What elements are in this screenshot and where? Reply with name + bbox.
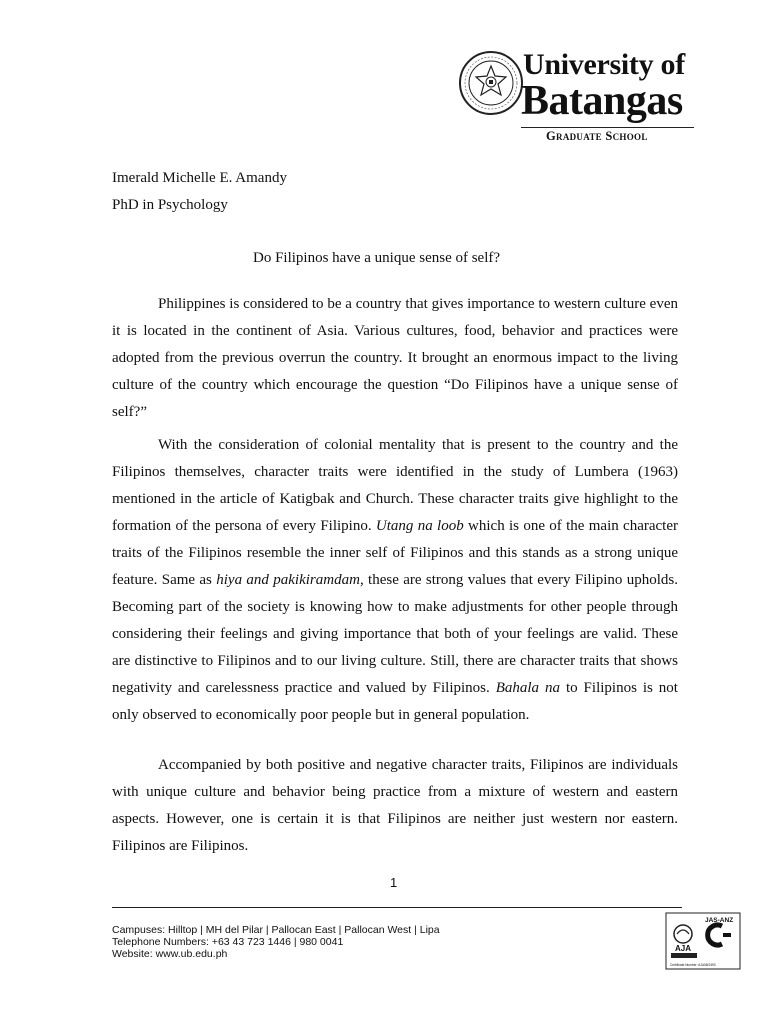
svg-text:AJA: AJA <box>675 944 692 953</box>
paragraph-2-italic-bahala: Bahala na <box>495 680 560 696</box>
paragraph-2-text-d: to Filipinos is not only observed to economically poor people but in general population. <box>112 680 678 723</box>
paragraph-3-text: Accompanied by both positive and negative character traits, Filipinos are individuals with unique culture and behavior being practice from a mixture of western and eastern aspects. However, one is certain it is that Filipinos are neither just western nor eastern. Filipinos are Filipinos. <box>112 757 678 854</box>
page-number: 1 <box>390 875 398 890</box>
paragraph-2-text-b: which is one of the main character traits of the Filipinos resemble the inner self of Filipinos and this stands as a strong unique feature. Same as <box>112 518 679 588</box>
paragraph-1-text: Philippines is considered to be a country that gives importance to western culture even it is located in the continent of Asia. Various cultures, food, behavior and practices were adopted from the previous overrun the country. It brought an enormous impact to the living culture of the country which encourage the question “Do Filipinos have a unique sense of self?” <box>112 296 678 420</box>
paragraph-2-italic-hiya: hiya and pakikiramdam <box>216 572 360 588</box>
footer-rule <box>112 907 682 908</box>
university-seal-logo <box>458 50 524 116</box>
header-rule <box>521 127 694 128</box>
university-name-line1: University of <box>523 48 685 81</box>
paragraph-2-text-c: , these are strong values that every Filipino upholds. Becoming part of the society is knowing how to make adjustments for other people through considering their feelings and giving importance that both of your feelings are valid. These are distinctive to Filipinos and to our living culture. Still, there are character traits that shows negativity and carelessness practice and valued by Filipinos. <box>112 572 678 696</box>
author-name: Imerald Michelle E. Amandy <box>112 170 287 186</box>
certification-logo <box>665 912 741 970</box>
graduate-school-label: Graduate School <box>546 129 648 143</box>
paragraph-2 <box>112 432 678 729</box>
footer-campuses: Campuses: Hilltop | MH del Pilar | Pallocan East | Pallocan West | Lipa <box>112 924 440 936</box>
paragraph-3 <box>112 752 678 860</box>
university-name-line2: Batangas <box>521 78 683 124</box>
paragraph-2-text-a: With the consideration of colonial mentality that is present to the country and the Filipinos themselves, character traits were identified in the study of Lumbera (1963) mentioned in the article of Katigbak and Church. These character traits give highlight to the formation of the persona of every Filipino. <box>112 437 678 534</box>
paragraph-1 <box>112 291 678 426</box>
svg-text:Certificate Number: AJA08/2493: Certificate Number: AJA08/2493 <box>670 963 716 967</box>
paragraph-2-italic-utang: Utang na loob <box>375 518 464 534</box>
svg-text:JAS-ANZ: JAS-ANZ <box>705 917 734 924</box>
author-program: PhD in Psychology <box>112 197 228 213</box>
document-title: Do Filipinos have a unique sense of self? <box>253 250 501 266</box>
footer-telephone: Telephone Numbers: +63 43 723 1446 | 980 0041 <box>112 936 344 948</box>
footer-website: Website: www.ub.edu.ph <box>112 948 228 960</box>
